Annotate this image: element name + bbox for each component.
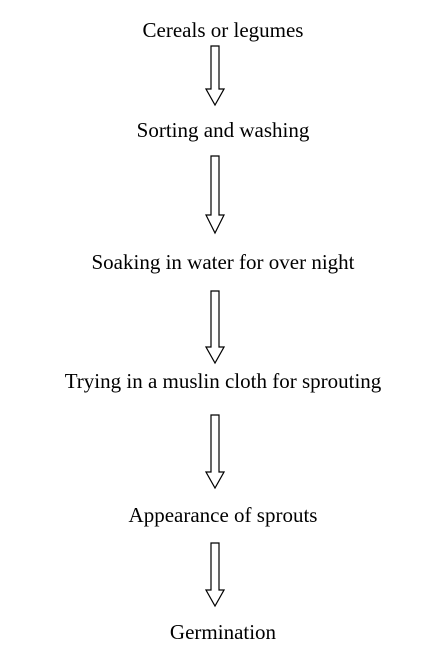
step-trying-in-muslin-cloth: Trying in a muslin cloth for sprouting [64, 369, 382, 393]
down-arrow-icon [205, 45, 225, 107]
step-cereals-or-legumes: Cereals or legumes [142, 18, 304, 42]
step-sorting-and-washing: Sorting and washing [136, 118, 310, 142]
down-arrow-icon [205, 290, 225, 365]
step-soaking-in-water: Soaking in water for over night [91, 250, 355, 274]
step-germination: Germination [169, 620, 277, 644]
down-arrow-icon [205, 542, 225, 608]
step-appearance-of-sprouts: Appearance of sprouts [128, 503, 318, 527]
down-arrow-icon [205, 414, 225, 490]
down-arrow-icon [205, 155, 225, 235]
